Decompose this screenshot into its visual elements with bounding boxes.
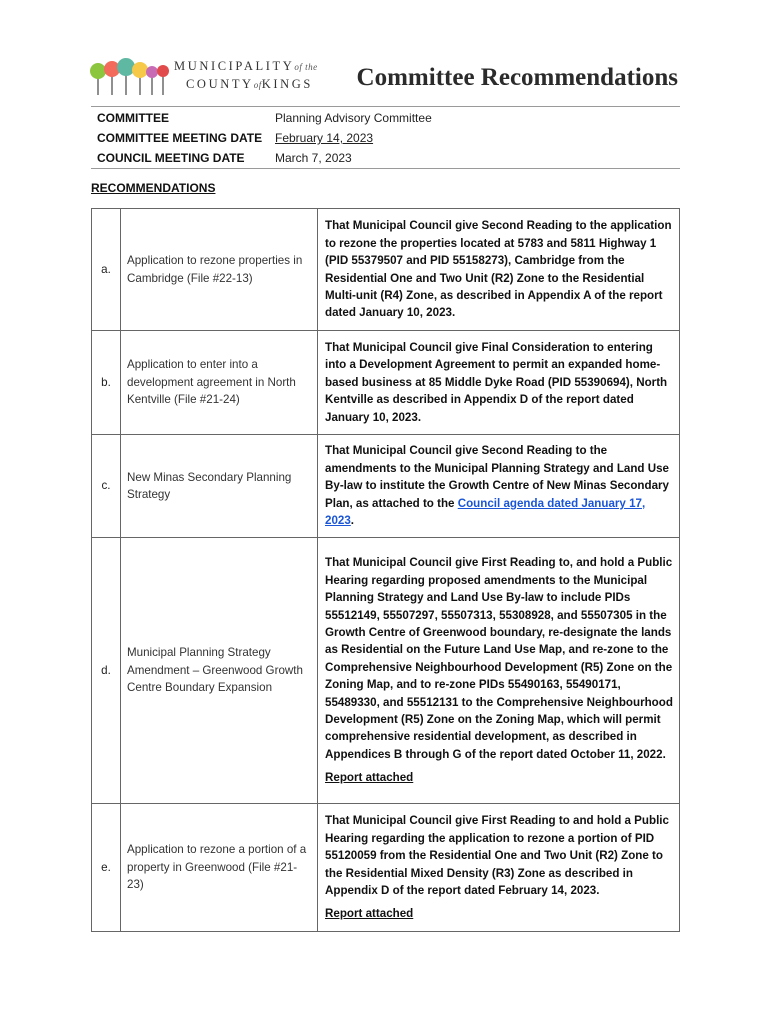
committee-date-link[interactable]: February 14, 2023 [275,131,374,145]
row-recommendation: That Municipal Council give Second Reading to the amendments to the Municipal Planning Strategy and Land Use By-law to institute the Growth Centre of New Minas Secondary Plan, as attached to the Council agenda dated January 17, 2023. [318,435,680,538]
meta-divider [91,168,680,169]
council-agenda-link[interactable]: Council agenda dated January 17, 2023 [325,496,646,528]
document-title: Committee Recommendations [356,64,678,91]
trees-logo-icon [88,57,170,97]
row-item: New Minas Secondary Planning Strategy [121,435,318,538]
committee-date-label: COMMITTEE MEETING DATE [97,131,263,145]
row-item: Municipal Planning Strategy Amendment – Greenwood Growth Centre Boundary Expansion [121,538,318,804]
report-attached-link[interactable]: Report attached [325,907,414,921]
committee-label: COMMITTEE [97,111,169,125]
table-row [92,209,680,331]
row-recommendation: That Municipal Council give First Reading to, and hold a Public Hearing regarding proposed amendments to the Municipal Planning Strategy and Land Use By-law to include PIDs 55512149, 55507297, 55507313, 55308928, and 55507305 in the Growth Centre of Greenwood boundary, re-designate the lands as Residential on the Future Land Use Map, and re-zone to the Comprehensive Neighbourhood Development (R5) Zone on the Zoning Map, and to re-zone PIDs 55490163, 55490171, 55489330, and 55512131 to the Comprehensive Neighbourhood Development (R5) Zone on the Zoning Map, which will permit comprehensive residential development, as described in Appendices B through G of the report dated October 11, 2022. Report attached [318,538,680,804]
committee-date-row [97,128,677,148]
logo-line-1: MUNICIPALITYof the [174,59,318,73]
committee-value: Planning Advisory Committee [275,111,432,125]
report-attached-link[interactable]: Report attached [325,771,414,785]
row-recommendation: That Municipal Council give Final Consideration to entering into a Development Agreement to permit an expanded home-based business at 85 Middle Dyke Road (PID 55390694), North Kentville as described in Appendix D of the report dated January 10, 2023. [318,331,680,435]
committee-row [97,108,677,128]
logo-line-2: COUNTYofKINGS [186,77,313,91]
council-date-label: COUNCIL MEETING DATE [97,151,245,165]
row-letter: e. [92,804,121,932]
table-row [92,435,680,538]
row-letter: b. [92,331,121,435]
table-row [92,538,680,804]
council-date-row [97,148,677,168]
row-letter: c. [92,435,121,538]
municipality-logo [88,57,328,97]
recommendations-table [91,208,680,932]
row-letter: a. [92,209,121,331]
row-recommendation: That Municipal Council give First Reading to and hold a Public Hearing regarding the application to rezone a portion of PID 55120059 from the Residential One and Two Unit (R2) Zone to the Residential Mixed Density (R3) Zone as described in Appendix D of the report dated February 14, 2023. Report attached [318,804,680,932]
meeting-info [97,108,677,168]
row-item: Application to enter into a development agreement in North Kentville (File #21-24) [121,331,318,435]
council-date-value: March 7, 2023 [275,151,352,165]
recommendations-heading: RECOMMENDATIONS [91,181,216,195]
row-recommendation: That Municipal Council give Second Reading to the application to rezone the properties located at 5783 and 5811 Highway 1 (PID 55379507 and PID 55158273), Cambridge from the Residential One and Two Unit (R2) Zone to the Residential Multi-unit (R4) Zone, as described in Appendix A of the report dated January 10, 2023. [318,209,680,331]
table-row [92,331,680,435]
row-item: Application to rezone a portion of a property in Greenwood (File #21-23) [121,804,318,932]
header-divider [91,106,680,107]
table-row [92,804,680,932]
row-item: Application to rezone properties in Cambridge (File #22-13) [121,209,318,331]
row-letter: d. [92,538,121,804]
